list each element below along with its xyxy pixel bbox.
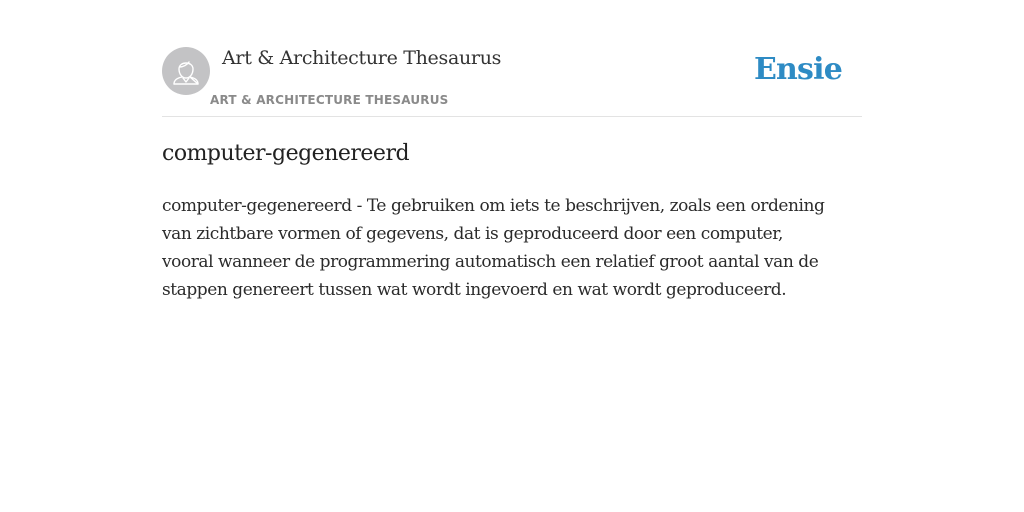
source-subtitle[interactable]: ART & ARCHITECTURE THESAURUS — [210, 93, 449, 107]
page-title: computer-gegenereerd — [162, 141, 410, 166]
user-avatar-icon — [162, 47, 210, 95]
definition-line: vooral wanneer de programmering automatisch een relatief groot aantal van de — [162, 252, 819, 272]
brand-logo[interactable]: Ensie — [753, 52, 842, 87]
definition-text — [162, 192, 862, 304]
definition-line: van zichtbare vormen of gegevens, dat is geproduceerd door een computer, — [162, 224, 783, 244]
source-title[interactable]: Art & Architecture Thesaurus — [222, 47, 502, 69]
header — [162, 46, 862, 117]
definition-line: computer-gegenereerd - Te gebruiken om iets te beschrijven, zoals een ordening — [162, 196, 825, 216]
avatar[interactable] — [162, 47, 210, 95]
definition-line: stappen genereert tussen wat wordt ingevoerd en wat wordt geproduceerd. — [162, 280, 787, 300]
